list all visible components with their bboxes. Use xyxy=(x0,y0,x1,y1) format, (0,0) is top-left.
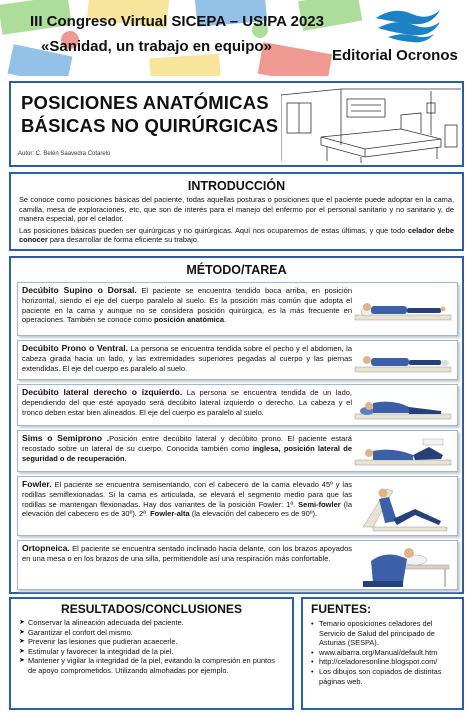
bullet-icon: • xyxy=(311,647,314,657)
method-section xyxy=(9,256,464,594)
position-description xyxy=(22,480,352,519)
author: Autor: C. Belén Saavedra Cotarelo xyxy=(18,151,111,157)
list-item-text: Prevenir las lesiones que pudieran acaecerle. xyxy=(28,637,178,647)
introduction-text-a: Las posiciones básicas pueden ser quirúrgicas y no quirúrgicas. Aquí nos ocuparemos de estas últimas, y que todo xyxy=(19,225,408,235)
sources-heading: FUENTES: xyxy=(311,602,371,616)
list-item xyxy=(19,637,284,647)
hospital-room-illustration xyxy=(281,85,461,163)
fowler-figure-icon xyxy=(353,479,453,535)
bullet-icon: • xyxy=(311,657,314,667)
introduction-heading: INTRODUCCIÓN xyxy=(187,179,286,193)
sources-section xyxy=(301,597,464,710)
list-item-text: Los dibujos son copiados de distintas páginas web. xyxy=(319,666,442,686)
list-item xyxy=(19,628,284,638)
position-card-supine xyxy=(17,282,458,336)
position-body: El paciente se encuentra tendido boca arriba, en posición horizontal, siendo el eje del cuerpo paralelo al suelo. Es la posición más común que adopta el paciente en la cama y aunque no se considera posición quirúrgica, es la más frecuente en operaciones. También se conoce como xyxy=(22,286,352,325)
title-block xyxy=(9,81,464,167)
checkmark-icon: ➤ xyxy=(19,619,25,626)
results-list xyxy=(11,616,292,676)
list-item-text: Conservar la alineación adecuada del paciente. xyxy=(28,618,184,627)
checkmark-icon: ➤ xyxy=(19,657,25,665)
position-title: Ortopneica. xyxy=(22,543,70,553)
list-item-text: http://celadoresonline.blogspot.com/ xyxy=(319,657,438,667)
position-tail: (la elevación del cabecero es de 30º). 2ª. xyxy=(22,499,353,519)
list-item-text: Temario oposiciones celadores del Servicio de Salud del principado de Asturias (SESPA). xyxy=(319,619,435,648)
results-heading: RESULTADOS/CONCLUSIONES xyxy=(61,602,242,616)
results-section xyxy=(9,597,294,710)
position-emphasis: posición anatómica xyxy=(154,315,225,325)
congress-title: III Congreso Virtual SICEPA – USIPA 2023 xyxy=(30,13,324,30)
position-title: Fowler. xyxy=(22,479,52,489)
poster-title xyxy=(21,91,278,137)
title-line-2: BÁSICAS NO QUIRÚRGICAS xyxy=(21,115,279,136)
position-description xyxy=(22,344,352,373)
page-header xyxy=(0,0,474,76)
orthopneic-figure-icon xyxy=(353,543,453,589)
position-title: Decúbito Supino o Dorsal. xyxy=(22,285,137,295)
lateral-figure-icon xyxy=(353,387,453,425)
list-item xyxy=(19,647,284,657)
sims-figure-icon xyxy=(353,433,453,471)
ocronos-logo-icon xyxy=(372,4,444,44)
position-emphasis: Semi-fowler xyxy=(298,499,341,509)
position-card-lateral xyxy=(17,384,458,426)
position-tail: . xyxy=(224,315,227,325)
bullet-icon: • xyxy=(311,666,314,676)
position-title: Decúbito lateral derecho o izquierdo. xyxy=(22,387,183,397)
position-title: Decúbito Prono o Ventral. xyxy=(22,343,129,353)
list-item xyxy=(19,618,284,628)
position-body: El paciente se encuentra semisentando, con el cabecero de la cama elevado 45º y las rodillas semiflexionadas. Si la cama es articulada, se elevará el segmento medio para que las rodillas se mantengan flexionadas. Hay dos variantes de la posición Fowler: 1ª. xyxy=(22,480,352,509)
checkmark-icon: ➤ xyxy=(19,628,25,636)
method-heading: MÉTODO/TAREA xyxy=(186,263,287,277)
introduction-text-c: para desarrollar de forma eficiente su trabajo. xyxy=(47,235,199,245)
list-item-text: www.aibarra.org/Manual/default.htm xyxy=(319,647,438,657)
position-emphasis-2: Fowler-alta xyxy=(150,509,190,519)
brand-name: Editorial Ocronos xyxy=(332,47,458,64)
list-item xyxy=(311,667,456,686)
position-body: La persona se encuentra tendida sobre el pecho y el abdomen, la cabeza girada hacia un lado, y las extremidades superiores pegadas al cuerpo y las piernas extendidas. El eje del cuerpo es paralelo al suelo. xyxy=(22,344,353,373)
checkmark-icon: ➤ xyxy=(19,647,25,655)
position-body: La persona se encuentra tendida de un lado, dependiendo del que esté apoyado será decúbito lateral izquierdo o derecho. La cabeza y el tronco deben estar bien alineados. El eje del cuerpo es paralelo al suelo. xyxy=(22,388,352,417)
list-item-text: Estimular y favorecer la integridad de la piel. xyxy=(28,646,174,656)
position-description xyxy=(22,388,352,417)
congress-slogan: «Sanidad, un trabajo en equipo» xyxy=(41,38,272,55)
position-card-prone xyxy=(17,340,458,380)
title-line-1: POSICIONES ANATÓMICAS xyxy=(21,92,269,113)
checkmark-icon: ➤ xyxy=(19,638,25,646)
position-card-sims xyxy=(17,430,458,472)
sources-list xyxy=(303,616,462,686)
introduction-paragraph-2 xyxy=(11,224,462,245)
list-item xyxy=(19,656,284,675)
position-description xyxy=(22,434,352,463)
position-title: Sims o Semiprono . xyxy=(22,433,110,443)
introduction-paragraph-1: Se conoce como posiciones básicas del paciente, todas aquellas posturas o posiciones que el paciente puede adoptar en la cama, camilla, mesa de exploraciones, etc, que son de interés para el manejo del enfermo por el personal sanitario y no sanitario y, de manera especial, por el celador. xyxy=(19,195,454,224)
position-card-fowler xyxy=(17,476,458,536)
list-item xyxy=(311,657,456,667)
introduction-emphasis: celador debe conocer xyxy=(19,225,454,245)
supine-figure-icon xyxy=(353,285,453,333)
position-emphasis: inglesa, posición lateral de seguridad o de recuperación xyxy=(22,443,352,463)
list-item-text: Garantizar el confort del mismo. xyxy=(28,627,133,637)
list-item xyxy=(311,648,456,658)
position-tail: . xyxy=(124,453,127,463)
position-tail-2: (la elevación del cabecero es de 90º). xyxy=(189,509,318,519)
introduction-section xyxy=(9,172,464,251)
position-body: El paciente se encuentra sentado inclinado hacia delante, con los brazos apoyados en una mesa o en los brazos de una silla, permitiendole así una respiración más confortable. xyxy=(22,544,352,563)
position-description xyxy=(22,286,352,325)
position-description xyxy=(22,544,352,564)
position-card-orthopneic xyxy=(17,540,458,590)
bullet-icon: • xyxy=(311,619,314,628)
position-body: Posición entre decúbito lateral y decúbito prono. El paciente estará recostado sobre un lateral de su cuerpo. Conocida también como xyxy=(22,434,352,453)
prone-figure-icon xyxy=(353,343,453,379)
list-item-text: Mantener y vigilar la integridad de la piel, evitando la compresión en puntos de apoyo comprometidos. Utilizando almohadas por ejemplo. xyxy=(28,656,275,675)
list-item xyxy=(311,619,456,648)
